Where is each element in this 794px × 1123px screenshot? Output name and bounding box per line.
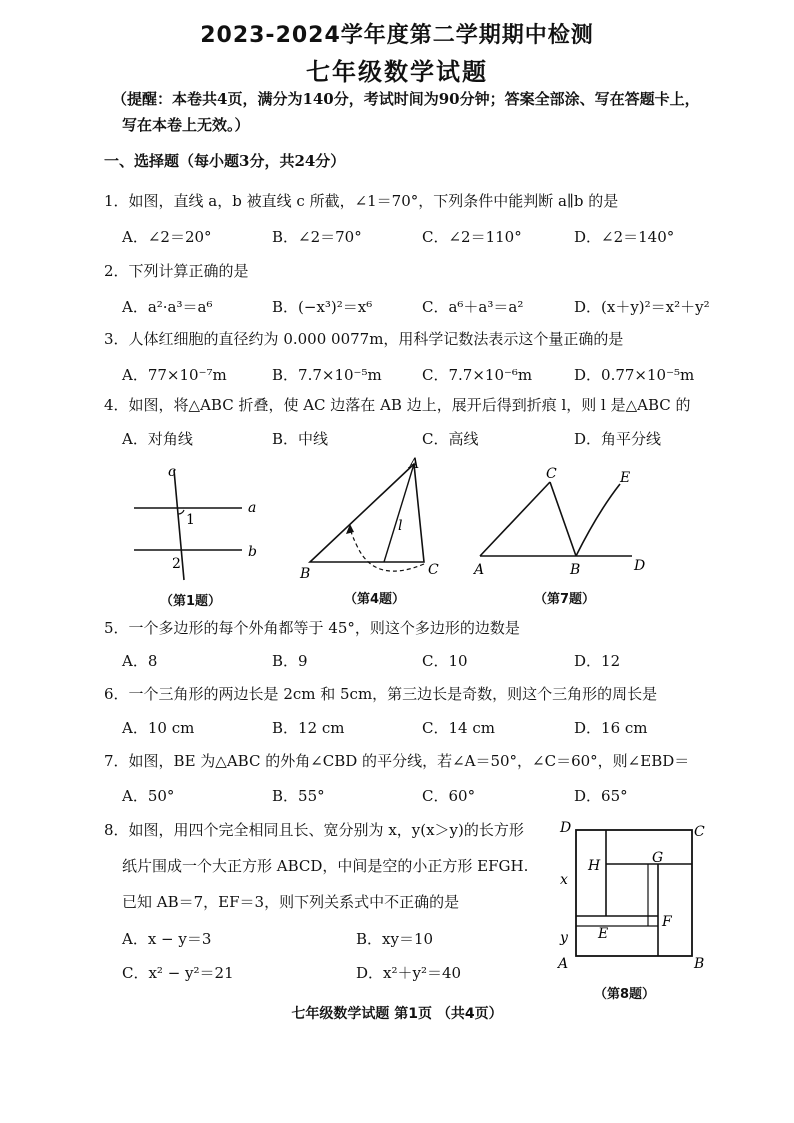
q2-option-b: B．(−x³)²＝x⁶	[272, 298, 373, 316]
question-4-stem: 4．如图，将△ABC 折叠，使 AC 边落在 AB 边上，展开后得到折痕 l，则 l 是△ABC 的	[104, 396, 691, 414]
q4-option-d: D．角平分线	[574, 430, 662, 448]
figure-7-diagram	[470, 462, 660, 582]
q5-option-a: A．8	[122, 652, 158, 670]
fig4-label-a: A	[409, 456, 420, 472]
question-8-stem-line-1: 8．如图，用四个完全相同且长、宽分别为 x，y(x＞y)的长方形	[104, 821, 524, 839]
q3-option-c: C．7.7×10⁻⁶m	[422, 366, 533, 384]
q7-option-a: A．50°	[122, 787, 175, 805]
q1-option-d: D．∠2＝140°	[574, 228, 675, 246]
fig8-label-h: H	[588, 858, 601, 874]
fig8-label-g: G	[652, 850, 664, 866]
fig7-label-d: D	[634, 558, 646, 574]
q8-option-b: B．xy＝10	[356, 930, 434, 948]
fig4-label-b: B	[300, 566, 311, 582]
q6-option-d: D．16 cm	[574, 719, 648, 737]
q1-option-a: A．∠2＝20°	[122, 228, 212, 246]
exam-note	[112, 86, 752, 138]
q4-option-c: C．高线	[422, 430, 479, 448]
figure-1-diagram	[130, 462, 270, 582]
question-5-stem: 5．一个多边形的每个外角都等于 45°，则这个多边形的边数是	[104, 619, 520, 637]
q5-option-d: D．12	[574, 652, 621, 670]
q5-option-c: C．10	[422, 652, 468, 670]
question-7-stem: 7．如图，BE 为△ABC 的外角∠CBD 的平分线，若∠A＝50°，∠C＝60°，则∠EBD＝	[104, 752, 690, 770]
figure-4-caption: （第4题）	[344, 592, 406, 607]
fig1-label-c: c	[168, 464, 176, 480]
note-line-1: （提醒：本卷共4页，满分为140分，考试时间为90分钟；答案全部涂、写在答题卡上，	[112, 90, 700, 108]
q1-option-b: B．∠2＝70°	[272, 228, 362, 246]
question-8-stem-line-3: 已知 AB＝7，EF＝3，则下列关系式中不正确的是	[122, 893, 460, 911]
fig1-label-a: a	[248, 500, 257, 516]
q7-option-b: B．55°	[272, 787, 325, 805]
fig1-label-b: b	[248, 544, 257, 560]
fig8-label-d: D	[560, 820, 572, 836]
fig8-label-b: B	[694, 956, 705, 972]
page-footer: 七年级数学试题 第1页 （共4页）	[291, 1006, 503, 1022]
q6-option-a: A．10 cm	[122, 719, 195, 737]
figure-8-diagram	[554, 818, 720, 978]
fig8-label-y: y	[560, 930, 568, 946]
question-8-stem-line-2: 纸片围成一个大正方形 ABCD，中间是空的小正方形 EFGH.	[122, 857, 529, 875]
fig7-label-b: B	[570, 562, 581, 578]
section-heading: 一、选择题（每小题3分，共24分）	[104, 152, 346, 170]
question-2-stem: 2．下列计算正确的是	[104, 262, 249, 280]
question-3-stem: 3．人体红细胞的直径约为 0.000 0077m，用科学记数法表示这个量正确的是	[104, 330, 624, 348]
q8-option-d: D．x²＋y²＝40	[356, 964, 462, 982]
fig8-label-e: E	[598, 926, 609, 942]
q7-option-d: D．65°	[574, 787, 628, 805]
q8-option-a: A．x − y＝3	[122, 930, 212, 948]
exam-title: 2023-2024学年度第二学期期中检测	[200, 23, 594, 48]
exam-subtitle: 七年级数学试题	[306, 58, 488, 86]
figure-4-diagram	[296, 456, 456, 582]
fig8-label-c: C	[694, 824, 705, 840]
fig7-label-a: A	[474, 562, 485, 578]
fig1-angle-1: 1	[186, 512, 195, 528]
q1-option-c: C．∠2＝110°	[422, 228, 522, 246]
fig8-label-a: A	[558, 956, 569, 972]
fig1-angle-2: 2	[172, 556, 181, 572]
figure-7-caption: （第7题）	[534, 592, 596, 607]
fig8-label-f: F	[662, 914, 672, 930]
q2-option-a: A．a²·a³＝a⁶	[122, 298, 213, 316]
q7-option-c: C．60°	[422, 787, 476, 805]
question-1-stem: 1．如图，直线 a，b 被直线 c 所截，∠1＝70°，下列条件中能判断 a∥b 的是	[104, 192, 619, 210]
note-line-2: 写在本卷上无效。）	[122, 116, 250, 134]
question-6-stem: 6．一个三角形的两边长是 2cm 和 5cm，第三边长是奇数，则这个三角形的周长是	[104, 685, 658, 703]
figure-1-caption: （第1题）	[160, 594, 222, 609]
q4-option-a: A．对角线	[122, 430, 193, 448]
q3-option-a: A．77×10⁻⁷m	[122, 366, 227, 384]
q3-option-b: B．7.7×10⁻⁵m	[272, 366, 382, 384]
q2-option-c: C．a⁶＋a³＝a²	[422, 298, 524, 316]
fig8-label-x: x	[560, 872, 568, 888]
fig4-label-l: l	[398, 518, 403, 534]
q6-option-c: C．14 cm	[422, 719, 495, 737]
q5-option-b: B．9	[272, 652, 308, 670]
q8-option-c: C．x² − y²＝21	[122, 964, 234, 982]
q4-option-b: B．中线	[272, 430, 329, 448]
q2-option-d: D．(x＋y)²＝x²＋y²	[574, 298, 710, 316]
fig7-label-c: C	[546, 466, 557, 482]
figure-8-caption: （第8题）	[594, 987, 656, 1002]
q3-option-d: D．0.77×10⁻⁵m	[574, 366, 695, 384]
fig7-label-e: E	[620, 470, 631, 486]
fig4-label-c: C	[428, 562, 439, 578]
q6-option-b: B．12 cm	[272, 719, 345, 737]
